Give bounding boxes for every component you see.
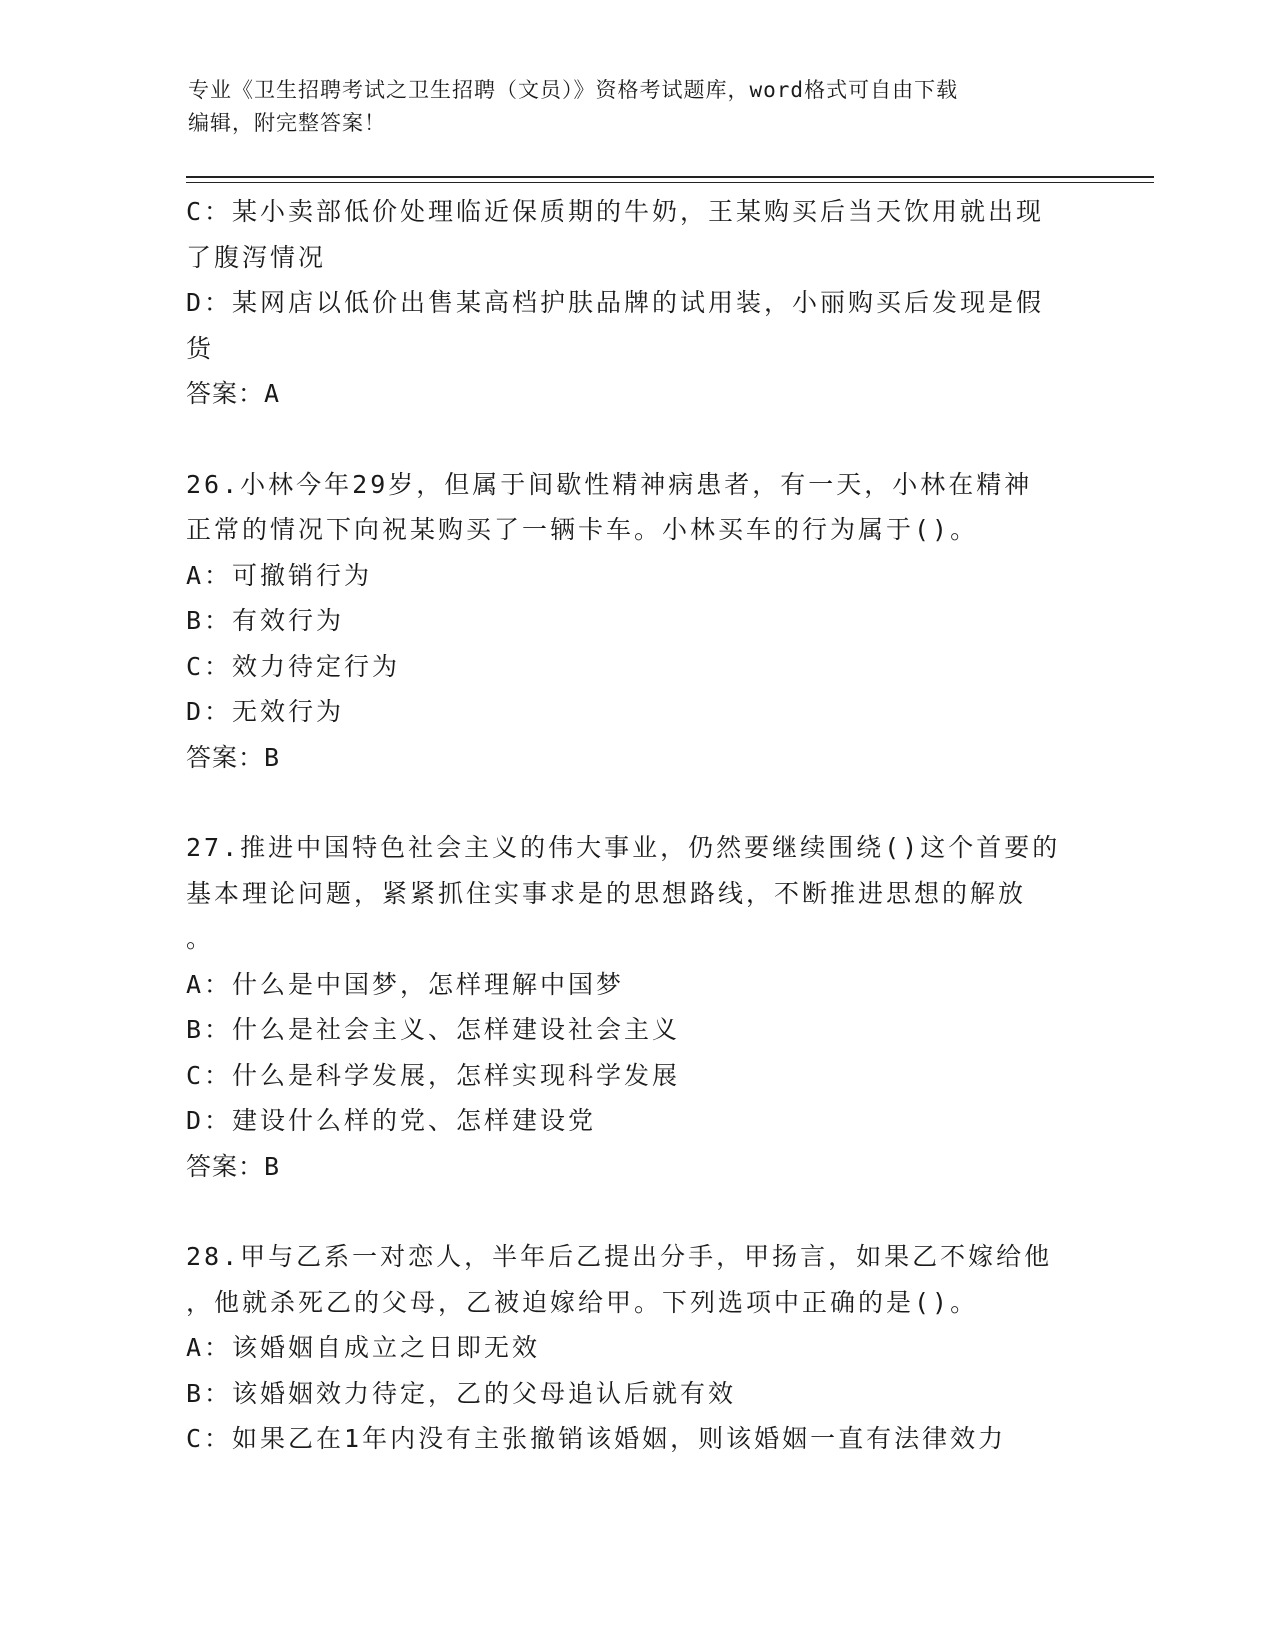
option-d: D：无效行为 — [186, 697, 345, 726]
option-a: A：该婚姻自成立之日即无效 — [186, 1333, 541, 1362]
header-rule-thin — [186, 182, 1154, 183]
question-text: 28.甲与乙系一对恋人，半年后乙提出分手，甲扬言，如果乙不嫁给他 — [186, 1242, 1053, 1271]
option-c-continued: 了腹泻情况 — [186, 242, 327, 272]
question-text-continued: 基本理论问题，紧紧抓住实事求是的思想路线，不断推进思想的解放 — [186, 878, 1027, 908]
question-27 — [186, 825, 1086, 1189]
question-text-continued: 正常的情况下向祝某购买了一辆卡车。小林买车的行为属于()。 — [186, 515, 979, 544]
option-a: A：可撤销行为 — [186, 560, 373, 590]
option-d-continued: 货 — [186, 333, 215, 363]
header-rule-thick — [186, 176, 1154, 178]
document-body — [186, 189, 1086, 1462]
answer-line: 答案：A — [186, 379, 281, 408]
option-a: A：什么是中国梦，怎样理解中国梦 — [186, 969, 625, 999]
option-b: B：什么是社会主义、怎样建设社会主义 — [186, 1015, 681, 1044]
question-28 — [186, 1234, 1086, 1462]
option-c: C：如果乙在1年内没有主张撤销该婚姻，则该婚姻一直有法律效力 — [186, 1424, 1007, 1453]
question-previous — [186, 189, 1086, 417]
option-d: D：建设什么样的党、怎样建设党 — [186, 1106, 597, 1135]
option-c: C：什么是科学发展，怎样实现科学发展 — [186, 1060, 681, 1090]
header-line-1: 专业《卫生招聘考试之卫生招聘（文员）》资格考试题库，word格式可自由下载 — [188, 78, 959, 102]
question-text: 27.推进中国特色社会主义的伟大事业，仍然要继续围绕()这个首要的 — [186, 833, 1061, 862]
question-text-continued: 。 — [186, 924, 215, 953]
option-b: B：该婚姻效力待定，乙的父母追认后就有效 — [186, 1378, 737, 1408]
document-header — [188, 74, 1088, 140]
question-26 — [186, 462, 1086, 781]
question-text: 26.小林今年29岁，但属于间歇性精神病患者，有一天，小林在精神 — [186, 469, 1033, 499]
question-text-continued: ，他就杀死乙的父母，乙被迫嫁给甲。下列选项中正确的是()。 — [186, 1287, 979, 1317]
option-b: B：有效行为 — [186, 606, 345, 635]
header-line-2: 编辑，附完整答案！ — [188, 111, 386, 135]
option-c: C：某小卖部低价处理临近保质期的牛奶，王某购买后当天饮用就出现 — [186, 197, 1045, 226]
option-c: C：效力待定行为 — [186, 651, 401, 681]
answer-line: 答案：B — [186, 742, 281, 772]
option-d: D：某网店以低价出售某高档护肤品牌的试用装，小丽购买后发现是假 — [186, 288, 1045, 317]
answer-line: 答案：B — [186, 1151, 281, 1181]
